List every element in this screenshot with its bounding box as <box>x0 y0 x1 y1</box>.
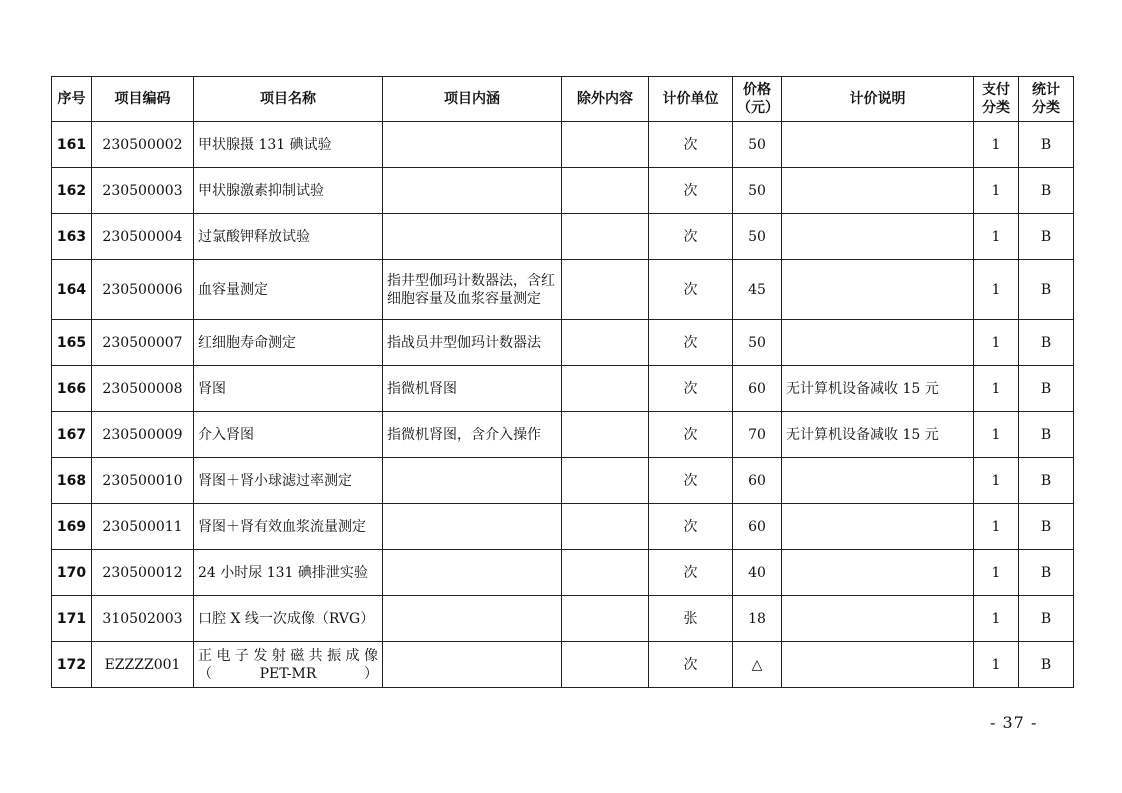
header-stat-line1: 统计 <box>1032 82 1060 98</box>
cell-pay: 1 <box>974 412 1019 458</box>
cell-note <box>782 320 974 366</box>
cell-seq: 166 <box>52 366 92 412</box>
cell-seq: 170 <box>52 550 92 596</box>
cell-name: 正电子发射磁共振成像（PET-MR） <box>194 642 383 688</box>
cell-name: 介入肾图 <box>194 412 383 458</box>
cell-code: 230500007 <box>92 320 194 366</box>
cell-content <box>383 458 562 504</box>
table-row <box>52 320 1074 366</box>
cell-seq: 168 <box>52 458 92 504</box>
cell-stat: B <box>1019 504 1074 550</box>
cell-name: 肾图＋肾有效血浆流量测定 <box>194 504 383 550</box>
cell-name: 甲状腺激素抑制试验 <box>194 168 383 214</box>
cell-name: 红细胞寿命测定 <box>194 320 383 366</box>
table-row <box>52 458 1074 504</box>
header-pay <box>974 77 1019 122</box>
cell-code: 230500006 <box>92 260 194 320</box>
header-price <box>733 77 782 122</box>
cell-unit: 次 <box>649 504 733 550</box>
header-stat <box>1019 77 1074 122</box>
cell-price: 45 <box>733 260 782 320</box>
table-row <box>52 596 1074 642</box>
cell-code: 310502003 <box>92 596 194 642</box>
header-content: 项目内涵 <box>383 77 562 122</box>
cell-pay: 1 <box>974 320 1019 366</box>
cell-stat: B <box>1019 260 1074 320</box>
cell-code: 230500009 <box>92 412 194 458</box>
cell-exclusion <box>562 320 649 366</box>
cell-seq: 169 <box>52 504 92 550</box>
cell-seq: 165 <box>52 320 92 366</box>
cell-pay: 1 <box>974 550 1019 596</box>
cell-unit: 次 <box>649 366 733 412</box>
cell-exclusion <box>562 168 649 214</box>
header-price-line1: 价格 <box>743 82 771 98</box>
cell-stat: B <box>1019 596 1074 642</box>
cell-note <box>782 260 974 320</box>
table-row <box>52 412 1074 458</box>
cell-content: 指井型伽玛计数器法，含红细胞容量及血浆容量测定 <box>383 260 562 320</box>
table-row <box>52 260 1074 320</box>
cell-seq: 163 <box>52 214 92 260</box>
cell-stat: B <box>1019 458 1074 504</box>
table-row <box>52 642 1074 688</box>
cell-unit: 次 <box>649 168 733 214</box>
cell-unit: 次 <box>649 320 733 366</box>
cell-code: EZZZZ001 <box>92 642 194 688</box>
cell-code: 230500008 <box>92 366 194 412</box>
cell-name: 肾图 <box>194 366 383 412</box>
header-row <box>52 77 1074 122</box>
cell-note <box>782 504 974 550</box>
cell-exclusion <box>562 122 649 168</box>
cell-exclusion <box>562 550 649 596</box>
cell-content <box>383 214 562 260</box>
table-row <box>52 550 1074 596</box>
cell-content <box>383 596 562 642</box>
cell-stat: B <box>1019 366 1074 412</box>
header-note: 计价说明 <box>782 77 974 122</box>
cell-note <box>782 458 974 504</box>
cell-note <box>782 214 974 260</box>
cell-pay: 1 <box>974 122 1019 168</box>
cell-note <box>782 642 974 688</box>
cell-note <box>782 122 974 168</box>
cell-stat: B <box>1019 320 1074 366</box>
header-exclusion: 除外内容 <box>562 77 649 122</box>
cell-stat: B <box>1019 122 1074 168</box>
table-row <box>52 366 1074 412</box>
cell-content <box>383 550 562 596</box>
cell-price: 60 <box>733 458 782 504</box>
cell-pay: 1 <box>974 366 1019 412</box>
cell-price: △ <box>733 642 782 688</box>
header-pay-line2: 分类 <box>982 100 1010 116</box>
cell-stat: B <box>1019 642 1074 688</box>
cell-exclusion <box>562 214 649 260</box>
cell-code: 230500003 <box>92 168 194 214</box>
cell-content <box>383 168 562 214</box>
table-row <box>52 168 1074 214</box>
cell-unit: 次 <box>649 458 733 504</box>
cell-price: 18 <box>733 596 782 642</box>
header-name: 项目名称 <box>194 77 383 122</box>
cell-name: 24 小时尿 131 碘排泄实验 <box>194 550 383 596</box>
cell-pay: 1 <box>974 458 1019 504</box>
cell-pay: 1 <box>974 260 1019 320</box>
cell-exclusion <box>562 412 649 458</box>
cell-content <box>383 642 562 688</box>
cell-note <box>782 168 974 214</box>
cell-seq: 161 <box>52 122 92 168</box>
cell-content: 指战员井型伽玛计数器法 <box>383 320 562 366</box>
cell-exclusion <box>562 260 649 320</box>
cell-note: 无计算机设备减收 15 元 <box>782 366 974 412</box>
cell-content: 指微机肾图，含介入操作 <box>383 412 562 458</box>
header-stat-line2: 分类 <box>1032 100 1060 116</box>
cell-seq: 164 <box>52 260 92 320</box>
cell-code: 230500012 <box>92 550 194 596</box>
cell-pay: 1 <box>974 642 1019 688</box>
price-table <box>51 76 1074 688</box>
table-row <box>52 504 1074 550</box>
cell-unit: 次 <box>649 214 733 260</box>
cell-unit: 次 <box>649 122 733 168</box>
header-unit: 计价单位 <box>649 77 733 122</box>
cell-seq: 167 <box>52 412 92 458</box>
cell-code: 230500010 <box>92 458 194 504</box>
cell-price: 60 <box>733 504 782 550</box>
cell-exclusion <box>562 458 649 504</box>
cell-exclusion <box>562 642 649 688</box>
cell-seq: 162 <box>52 168 92 214</box>
cell-name: 肾图＋肾小球滤过率测定 <box>194 458 383 504</box>
cell-price: 50 <box>733 320 782 366</box>
cell-price: 50 <box>733 214 782 260</box>
cell-exclusion <box>562 504 649 550</box>
cell-note <box>782 550 974 596</box>
cell-price: 70 <box>733 412 782 458</box>
cell-exclusion <box>562 596 649 642</box>
cell-content <box>383 504 562 550</box>
cell-content <box>383 122 562 168</box>
cell-seq: 172 <box>52 642 92 688</box>
cell-seq: 171 <box>52 596 92 642</box>
cell-pay: 1 <box>974 214 1019 260</box>
header-pay-line1: 支付 <box>982 82 1010 98</box>
cell-stat: B <box>1019 412 1074 458</box>
cell-name: 过氯酸钾释放试验 <box>194 214 383 260</box>
header-seq: 序号 <box>52 77 92 122</box>
cell-unit: 次 <box>649 260 733 320</box>
cell-price: 60 <box>733 366 782 412</box>
cell-name: 血容量测定 <box>194 260 383 320</box>
header-code: 项目编码 <box>92 77 194 122</box>
cell-pay: 1 <box>974 596 1019 642</box>
cell-note <box>782 596 974 642</box>
cell-note: 无计算机设备减收 15 元 <box>782 412 974 458</box>
cell-name: 甲状腺摄 131 碘试验 <box>194 122 383 168</box>
cell-code: 230500011 <box>92 504 194 550</box>
cell-pay: 1 <box>974 504 1019 550</box>
cell-name: 口腔 X 线一次成像（RVG） <box>194 596 383 642</box>
cell-unit: 次 <box>649 412 733 458</box>
cell-unit: 次 <box>649 642 733 688</box>
header-price-line2: （元） <box>737 100 779 116</box>
table-row <box>52 214 1074 260</box>
cell-content: 指微机肾图 <box>383 366 562 412</box>
cell-price: 40 <box>733 550 782 596</box>
cell-exclusion <box>562 366 649 412</box>
cell-code: 230500004 <box>92 214 194 260</box>
cell-price: 50 <box>733 168 782 214</box>
cell-stat: B <box>1019 550 1074 596</box>
cell-pay: 1 <box>974 168 1019 214</box>
page-number: - 37 - <box>990 713 1038 732</box>
cell-price: 50 <box>733 122 782 168</box>
table-row <box>52 122 1074 168</box>
cell-stat: B <box>1019 214 1074 260</box>
cell-unit: 次 <box>649 550 733 596</box>
cell-code: 230500002 <box>92 122 194 168</box>
cell-stat: B <box>1019 168 1074 214</box>
cell-unit: 张 <box>649 596 733 642</box>
